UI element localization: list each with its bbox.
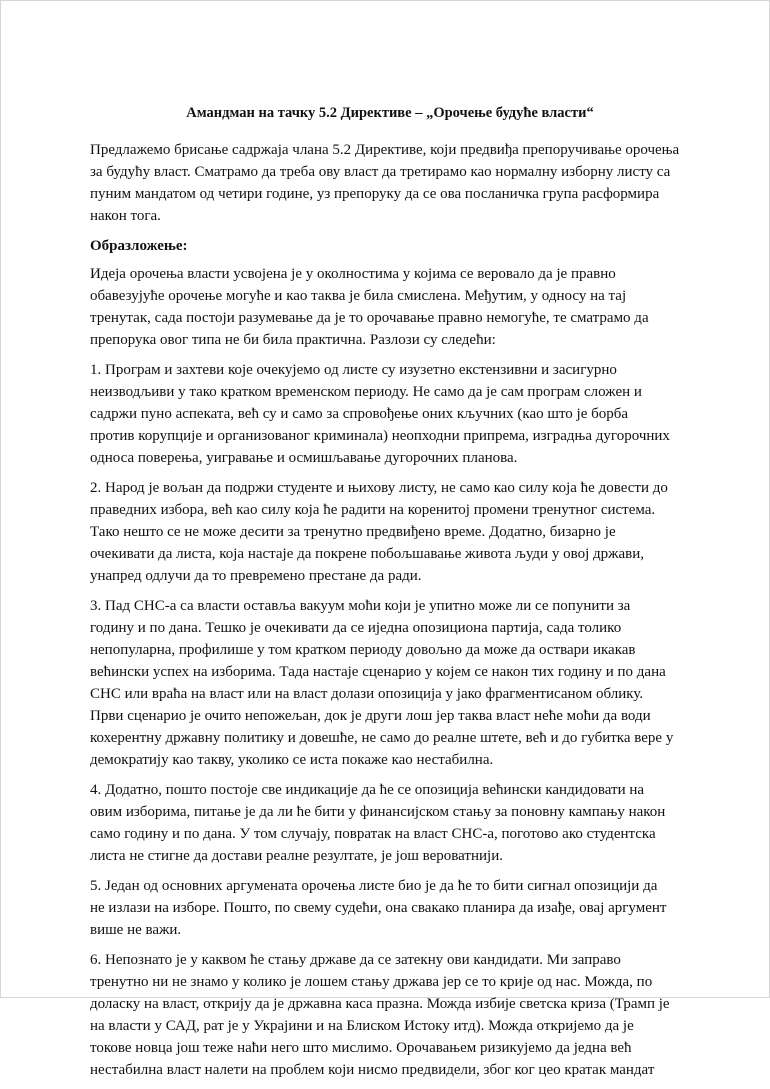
text-line: овим изборима, питање је да ли ће бити у финансијском стању за поновну кампању након <box>90 804 666 820</box>
text-line: тренутно ни не знамо у колико је лошем стању држава јер се то крије од нас. Можда, по <box>90 974 653 990</box>
text-line: не излази на изборе. Пошто, по свему судећи, она свакако планира да изађе, овај аргумент <box>90 900 667 916</box>
section-heading: Образложење: <box>90 238 188 254</box>
reason-paragraph-5 <box>90 875 690 941</box>
text-line: Идеја орочења власти усвојена је у околностима у којима се веровало да је правно <box>90 266 616 282</box>
text-line: на власти у САД, рат је у Украјини и на Блиском Истоку итд). Можда откријемо да је <box>90 1018 634 1034</box>
text-line: годину и по дана. Тешко је очекивати да се иједна опозициона партија, сада толико <box>90 620 622 636</box>
text-line: кохерентну државну политику и довешће, не само до реалне штете, већ и до губитка вере у <box>90 730 674 746</box>
text-line: демократију као такву, уколико се иста покаже као нестабилна. <box>90 752 494 768</box>
text-line: нестабилна власт налети на проблем који нисмо предвидели, због ког цео кратак мандат <box>90 1062 655 1078</box>
text-line: праведних избора, већ као силу која ће радити на коренитој промени тренутног система. <box>90 502 656 518</box>
text-line: Први сценарио је очито непожељан, док је други лош јер таква власт неће моћи да води <box>90 708 651 724</box>
text-line: СНС или враћа на власт или на власт долази опозиција у јако фрагментисаном облику. <box>90 686 644 702</box>
reason-paragraph-6 <box>90 949 690 1081</box>
rationale-paragraph <box>90 263 690 351</box>
text-line: обавезујуће орочење могуће и као таква је била смислена. Међутим, у односу на тај <box>90 288 627 304</box>
text-line: листа не стигне да достави реалне резултате, је још вероватнији. <box>90 848 503 864</box>
text-line: 1. Програм и захтеви које очекујемо од листе су изузетно екстензивни и засигурно <box>90 362 617 378</box>
text-line: очекивати да листа, која настаје да покрене побољшавање живота људи у овој држави, <box>90 546 645 562</box>
text-line: неизводљиви у тако кратком временском периоду. Не само да је сам програм сложен и <box>90 384 642 400</box>
text-line: садржи пуно аспеката, већ су и само за спровођење оних кључних (као што је борба <box>90 406 629 422</box>
reason-paragraph-1 <box>90 359 690 469</box>
text-line: више не важи. <box>90 922 182 938</box>
text-line: односа поверења, уигравање и осмишљавање дугорочних планова. <box>90 450 518 466</box>
text-line: 5. Један од основних аргумената орочења листе био је да ће то бити сигнал опозицији да <box>90 878 658 894</box>
text-line: 4. Додатно, пошто постоје све индикације да ће се опозиција већински кандидовати на <box>90 782 645 798</box>
reason-paragraph-3 <box>90 595 690 771</box>
text-line: тренутак, сада постоји разумевање да је то орочавање правно немогуће, те сматрамо да <box>90 310 649 326</box>
text-line: већински успех на изборима. Тада настаје сценарио у којем се након тих годину и по дана <box>90 664 666 680</box>
text-line: 6. Непознато је у каквом ће стању државе да се затекну ови кандидати. Ми заправо <box>90 952 621 968</box>
document-body <box>90 102 690 1089</box>
reason-paragraph-4 <box>90 779 690 867</box>
text-line: након тога. <box>90 208 161 224</box>
text-line: препорука овог типа не би била практична. Разлози су следећи: <box>90 332 496 348</box>
text-line: против корупције и организованог криминала) неопходни припрема, изградња дугорочних <box>90 428 670 444</box>
text-line: 3. Пад СНС-а са власти оставља вакуум моћи који је упитно може ли се попунити за <box>90 598 631 614</box>
text-line: токове новца још теже наћи него што мислимо. Орочавањем ризикујемо да једна већ <box>90 1040 632 1056</box>
text-line: доласку на власт, открију да је државна каса празна. Можда избије светска криза (Трамп је <box>90 996 670 1012</box>
text-line: непопуларна, профилише у том кратком периоду довољно да може да оствари икакав <box>90 642 636 658</box>
text-line: 2. Народ је вољан да подржи студенте и њихову листу, не само као силу која ће довести до <box>90 480 668 496</box>
document-title: Амандман на тачку 5.2 Директиве – „Орочење будуће власти“ <box>186 105 594 121</box>
text-line: пуним мандатом од четири године, уз препоруку да се ова посланичка група расформира <box>90 186 660 202</box>
reason-paragraph-2 <box>90 477 690 587</box>
text-line: Тако нешто се не може десити за тренутно предвиђено време. Додатно, бизарно је <box>90 524 616 540</box>
text-line: само годину и по дана. У том случају, повратак на власт СНС-а, поготово ако студентска <box>90 826 656 842</box>
text-line: за будућу власт. Сматрамо да треба ову власт да третирамо као нормалну изборну листу са <box>90 164 671 180</box>
text-line: Предлажемо брисање садржаја члана 5.2 Директиве, који предвиђа препоручивање орочења <box>90 142 680 158</box>
intro-paragraph <box>90 139 690 227</box>
text-line: унапред одлучи да то превремено престане да ради. <box>90 568 422 584</box>
